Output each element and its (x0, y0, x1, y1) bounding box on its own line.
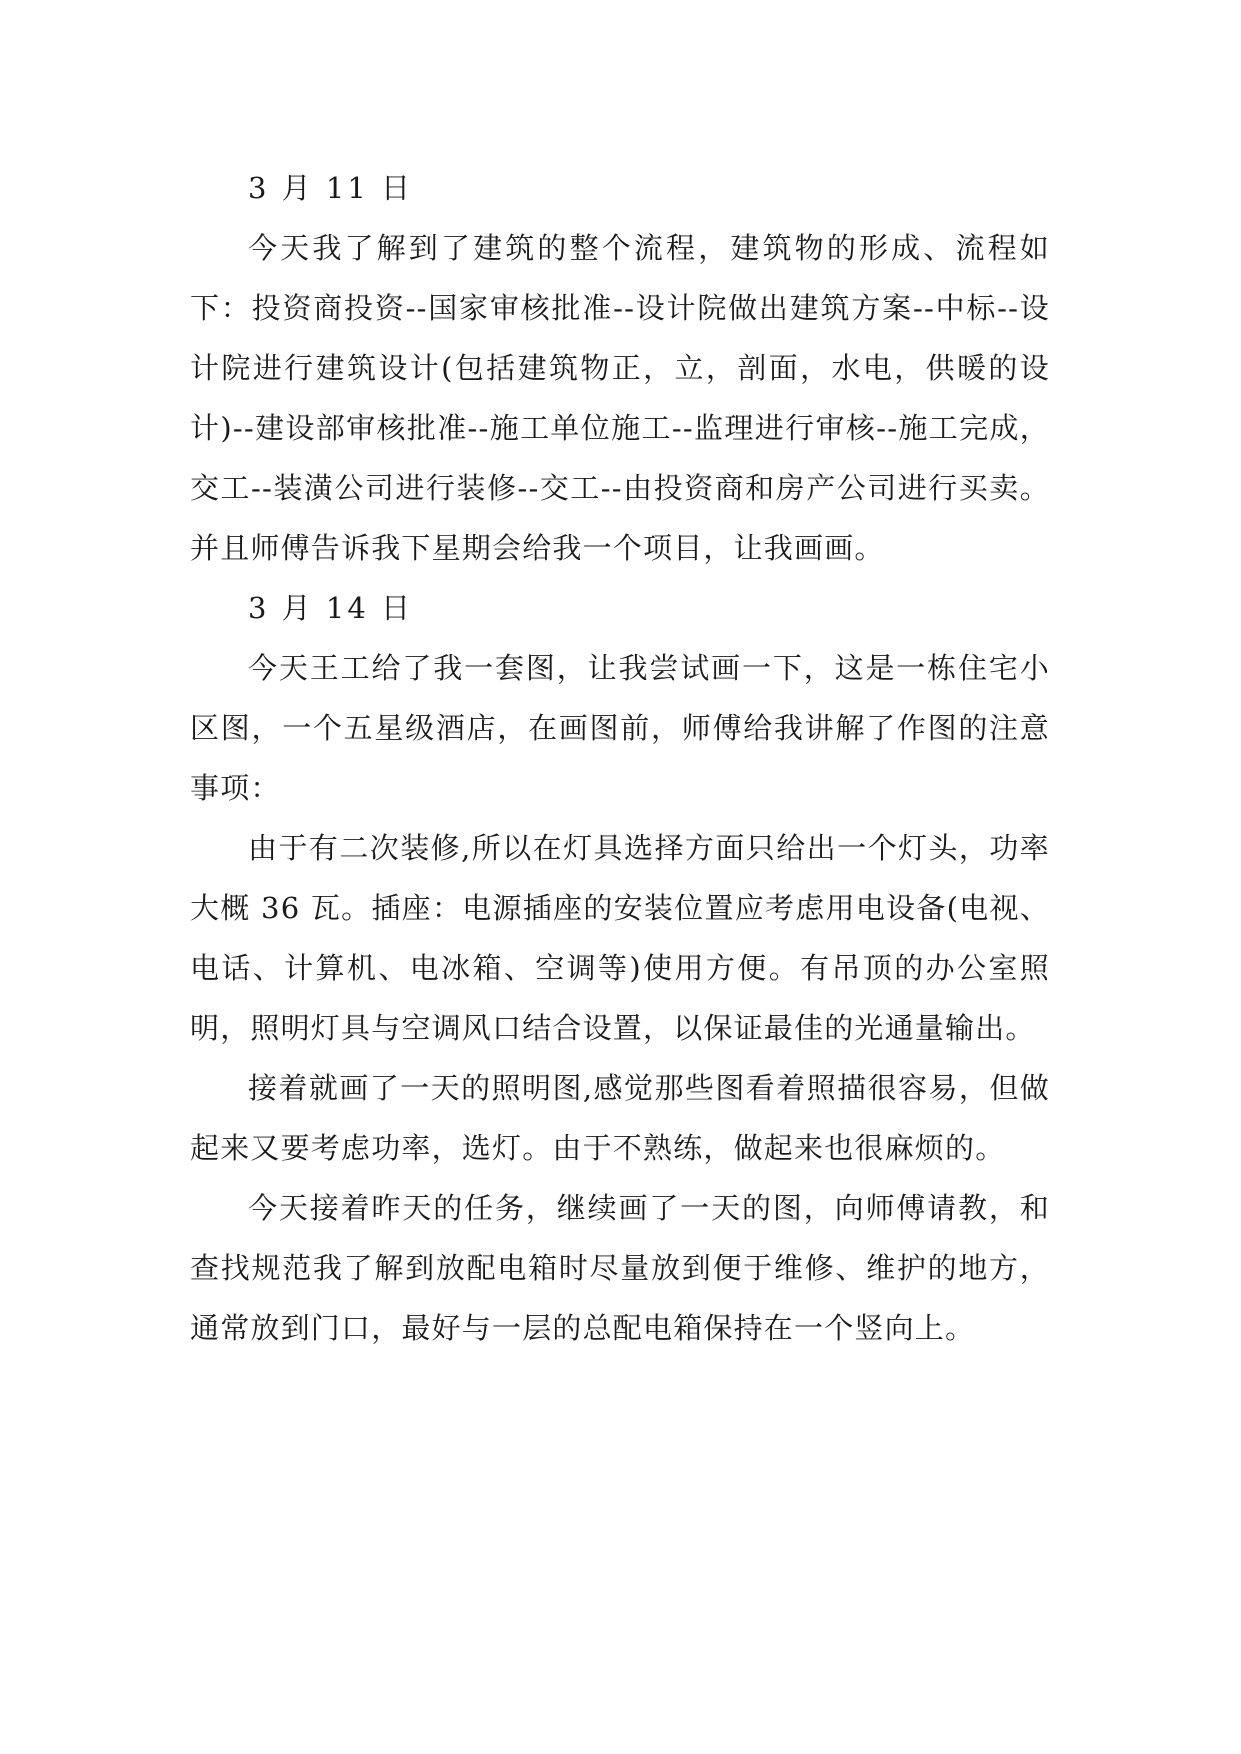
paragraph-lighting-drawing: 接着就画了一天的照明图,感觉那些图看着照描很容易，但做起来又要考虑功率，选灯。由于不熟练，做起来也很麻烦的。 (190, 1071, 1050, 1165)
paragraph-lighting-notes: 由于有二次装修,所以在灯具选择方面只给出一个灯头，功率大概 36 瓦。插座：电源插座的安装位置应考虑用电设备(电视、电话、计算机、电冰箱、空调等)使用方便。有吊顶的办公室照明，照明灯具与空调风口结合设置，以保证最佳的光通量输出。 (190, 831, 1050, 1045)
entry-date-mar-11: 3 月 11 日 (248, 171, 414, 205)
paragraph-drawing-task: 今天王工给了我一套图，让我尝试画一下，这是一栋住宅小区图，一个五星级酒店，在画图前，师傅给我讲解了作图的注意事项： (190, 651, 1050, 805)
paragraph-distribution-box: 今天接着昨天的任务，继续画了一天的图，向师傅请教，和查找规范我了解到放配电箱时尽量放到便于维修、维护的地方，通常放到门口，最好与一层的总配电箱保持在一个竖向上。 (190, 1191, 1050, 1345)
entry-date-mar-14: 3 月 14 日 (248, 591, 414, 625)
paragraph-building-process: 今天我了解到了建筑的整个流程，建筑物的形成、流程如下：投资商投资--国家审核批准--设计院做出建筑方案--中标--设计院进行建筑设计(包括建筑物正，立，剖面，水电，供暖的设计)--建设部审核批准--施工单位施工--监理进行审核--施工完成，交工--装潢公司进行装修--交工--由投资商和房产公司进行买卖。并且师傅告诉我下星期会给我一个项目，让我画画。 (190, 231, 1050, 565)
document-body (190, 158, 1050, 1358)
